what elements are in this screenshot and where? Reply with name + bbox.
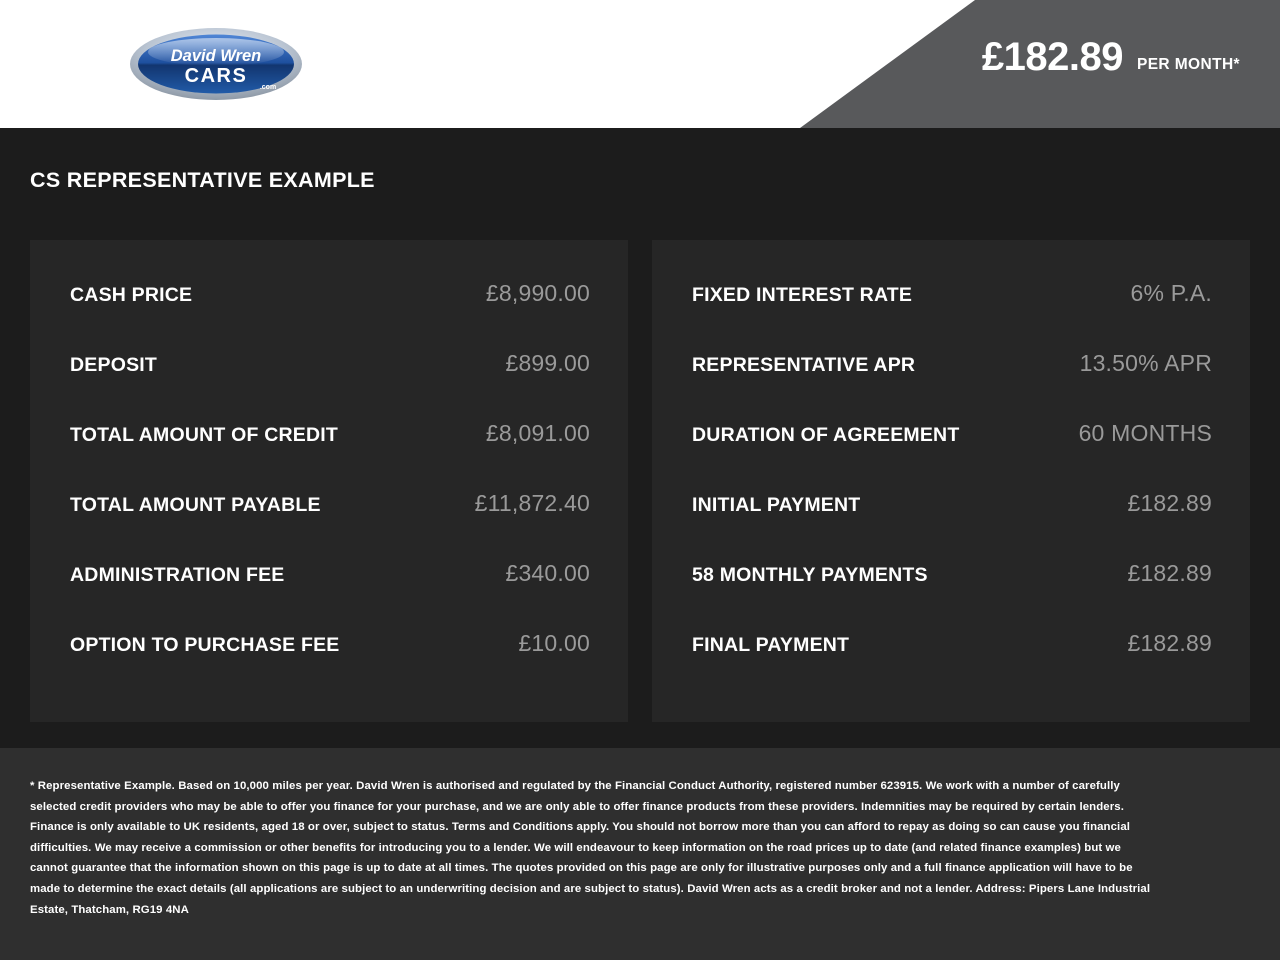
row-value: £8,091.00	[485, 420, 590, 446]
disclaimer-section	[0, 748, 1280, 960]
row-label: FINAL PAYMENT	[692, 634, 850, 656]
row-label: ADMINISTRATION FEE	[70, 564, 285, 586]
table-row	[70, 420, 590, 490]
row-value: 60 MONTHS	[1078, 420, 1212, 446]
page-content	[0, 128, 1280, 960]
row-value: £340.00	[505, 560, 590, 586]
row-label: INITIAL PAYMENT	[692, 494, 861, 516]
svg-text:.com: .com	[259, 84, 277, 91]
row-value: 13.50% APR	[1079, 350, 1212, 376]
table-row	[692, 630, 1212, 682]
row-label: OPTION TO PURCHASE FEE	[70, 634, 340, 656]
row-label: FIXED INTEREST RATE	[692, 284, 913, 306]
row-value: £182.89	[1127, 490, 1212, 516]
finance-details-panels	[30, 240, 1250, 722]
row-value: £182.89	[1127, 560, 1212, 586]
page-header	[0, 0, 1280, 128]
monthly-price-block	[982, 36, 1240, 78]
row-value: £899.00	[505, 350, 590, 376]
row-label: REPRESENTATIVE APR	[692, 354, 916, 376]
row-label: DEPOSIT	[70, 354, 157, 376]
monthly-price-amount: £182.89	[981, 35, 1123, 79]
monthly-price-period: PER MONTH*	[1136, 56, 1240, 73]
table-row	[70, 560, 590, 630]
table-row	[692, 490, 1212, 560]
table-row	[692, 350, 1212, 420]
page-title: CS REPRESENTATIVE EXAMPLE	[30, 168, 375, 192]
finance-panel-left	[30, 240, 628, 722]
svg-text:David Wren: David Wren	[170, 47, 262, 65]
table-row	[70, 350, 590, 420]
table-row	[70, 280, 590, 350]
row-label: CASH PRICE	[70, 284, 193, 306]
table-row	[692, 280, 1212, 350]
row-label: 58 MONTHLY PAYMENTS	[692, 564, 928, 586]
disclaimer-text: * Representative Example. Based on 10,000 miles per year. David Wren is authorised and regulated by the Financial Conduct Authority, registered number 623915. We work with a number of carefully selected credit providers who may be able to offer you finance for your purchase, and we are only able to offer finance products from these providers. Indemnities may be required by certain lenders. Finance is only available to UK residents, aged 18 or over, subject to status. Terms and Conditions apply. You should not borrow more than you can afford to repay as doing so can cause you financial difficulties. We may receive a commission or other benefits for introducing you to a lender. We will endeavour to keep information on the road prices up to date (and related finance examples) but we cannot guarantee that the information shown on this page is up to date at all times. The quotes provided on this page are only for illustrative purposes only and a full finance application will have to be made to determine the exact details (all applications are subject to an underwriting decision and are subject to status). David Wren acts as a credit broker and not a lender. Address: Pipers Lane Industrial Estate, Thatcham, RG19 4NA	[30, 780, 1151, 916]
table-row	[692, 560, 1212, 630]
row-value: £8,990.00	[485, 280, 590, 306]
david-wren-cars-logo[interactable]	[128, 22, 304, 106]
svg-text:CARS: CARS	[184, 65, 248, 87]
row-label: TOTAL AMOUNT PAYABLE	[70, 494, 321, 516]
row-value: £10.00	[518, 630, 590, 656]
table-row	[692, 420, 1212, 490]
table-row	[70, 490, 590, 560]
row-value: 6% P.A.	[1130, 280, 1212, 306]
row-value: £182.89	[1127, 630, 1212, 656]
table-row	[70, 630, 590, 682]
finance-panel-right	[652, 240, 1250, 722]
row-label: TOTAL AMOUNT OF CREDIT	[70, 424, 338, 446]
row-label: DURATION OF AGREEMENT	[692, 424, 960, 446]
row-value: £11,872.40	[474, 490, 590, 516]
